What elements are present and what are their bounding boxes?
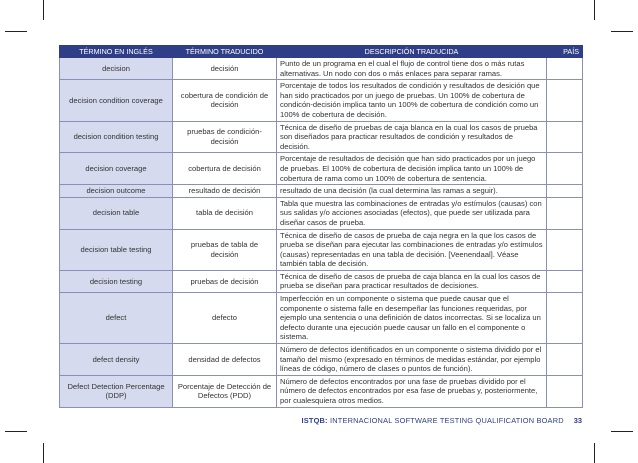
header-translated-term: TÉRMINO TRADUCIDO (173, 46, 277, 58)
english-term: decision condition testing (60, 121, 173, 153)
table-row (60, 344, 583, 376)
country-cell (547, 229, 583, 270)
country-cell (547, 80, 583, 121)
table-row (60, 375, 583, 407)
translated-term: pruebas de tabla de decisión (173, 229, 277, 270)
crop-mark (5, 31, 27, 32)
table-row (60, 185, 583, 198)
translated-description: resultado de una decisión (la cual determina las ramas a seguir). (277, 185, 547, 198)
table-row (60, 80, 583, 121)
english-term: defect density (60, 344, 173, 376)
translated-description: Número de defectos encontrados por una fase de pruebas dividido por el número de defectos encontrados por esa fase de pruebas y, posteriormente, por cualesquiera otros medios. (277, 375, 547, 407)
translated-term: tabla de decisión (173, 197, 277, 229)
english-term: decision (60, 58, 173, 80)
english-term: Defect Detection Percentage (DDP) (60, 375, 173, 407)
crop-mark (611, 431, 633, 432)
organization-prefix: ISTQB: (301, 415, 328, 425)
crop-mark (594, 443, 595, 463)
translated-description: Tabla que muestra las combinaciones de entradas y/o estímulos (causas) con sus salidas y/o acciones asociadas (efectos), que puede ser utilizada para diseñar casos de prueba. (277, 197, 547, 229)
translated-description: Número de defectos identificados en un componente o sistema dividido por el tamaño del mismo (expresado en términos de medidas estándar, por ejemplo líneas de código, número de clases o puntos de función). (277, 344, 547, 376)
country-cell (547, 185, 583, 198)
translated-description: Porcentaje de todos los resultados de condición y resultados de desición que han sido practicados por un juego de pruebas. Un 100% de cobertura de condicón-decisión implica tanto un 100% de cobertura de condición como un 100% de cobertura de decisión. (277, 80, 547, 121)
translated-term: pruebas de condición-decisión (173, 121, 277, 153)
header-country: PAÍS (547, 46, 583, 58)
translated-description: Técnica de diseño de casos de prueba de caja blanca en la cual los casos de prueba se diseñan para practicar resultados de decisiones. (277, 270, 547, 292)
translated-description: Punto de un programa en el cual el flujo de control tiene dos o más rutas alternativas. Un nodo con dos o más enlaces para separar ramas. (277, 58, 547, 80)
table-row (60, 293, 583, 344)
page-footer (270, 414, 582, 426)
crop-mark (611, 31, 633, 32)
translated-description: Imperfección en un componente o sistema que puede causar que el componente o sistema falle en desempeñar las funciones requeridas, por ejemplo una sentencia o una definición de datos incorrectas. Si se localiza un defecto durante una ejecución puede causar un fallo en el componente o sistema. (277, 293, 547, 344)
translated-description: Porcentaje de resultados de decisión que han sido practicados por un juego de pruebas. El 100% de cobertura de decisión implica tanto un 100% de cobertura de rama como un 100% de cobertura de sentencia. (277, 153, 547, 185)
table-row (60, 270, 583, 292)
country-cell (547, 58, 583, 80)
page-number: 33 (573, 415, 582, 425)
translated-term: Porcentaje de Detección de Defectos (PDD) (173, 375, 277, 407)
country-cell (547, 197, 583, 229)
translated-description: Técnica de diseño de pruebas de caja blanca en la cual los casos de prueba son diseñados para practicar resultados de condición y resultados de decisión. (277, 121, 547, 153)
organization-name (301, 416, 563, 425)
english-term: decision coverage (60, 153, 173, 185)
crop-mark (43, 0, 44, 20)
country-cell (547, 270, 583, 292)
translated-term: cobertura de condición de decisión (173, 80, 277, 121)
country-cell (547, 344, 583, 376)
translated-term: densidad de defectos (173, 344, 277, 376)
translated-term: cobertura de decisión (173, 153, 277, 185)
translated-term: defecto (173, 293, 277, 344)
crop-mark (594, 0, 595, 20)
english-term: decision table (60, 197, 173, 229)
table-row (60, 229, 583, 270)
table-row (60, 58, 583, 80)
translated-term: pruebas de decisión (173, 270, 277, 292)
translated-term: resultado de decisión (173, 185, 277, 198)
organization-rest: INTERNACIONAL SOFTWARE TESTING QUALIFICATION BOARD (327, 415, 564, 425)
header-translated-description: DESCRIPCIÓN TRADUCIDA (277, 46, 547, 58)
english-term: decision outcome (60, 185, 173, 198)
crop-mark (5, 431, 27, 432)
country-cell (547, 153, 583, 185)
table-row (60, 121, 583, 153)
english-term: defect (60, 293, 173, 344)
crop-mark (43, 443, 44, 463)
table-header-row (60, 46, 583, 58)
country-cell (547, 121, 583, 153)
header-english-term: TÉRMINO EN INGLÉS (60, 46, 173, 58)
table-row (60, 153, 583, 185)
table-row (60, 197, 583, 229)
glossary-table (59, 45, 583, 408)
english-term: decision condition coverage (60, 80, 173, 121)
english-term: decision testing (60, 270, 173, 292)
country-cell (547, 375, 583, 407)
translated-description: Técnica de diseño de casos de prueba de caja negra en la que los casos de prueba se diseñan para ejecutar las combinaciones de entradas y/o estímulos (causas) representadas en una tabla de decisión. [Veenendaal]. Véase también tabla de decisión. (277, 229, 547, 270)
country-cell (547, 293, 583, 344)
translated-term: decisión (173, 58, 277, 80)
english-term: decision table testing (60, 229, 173, 270)
